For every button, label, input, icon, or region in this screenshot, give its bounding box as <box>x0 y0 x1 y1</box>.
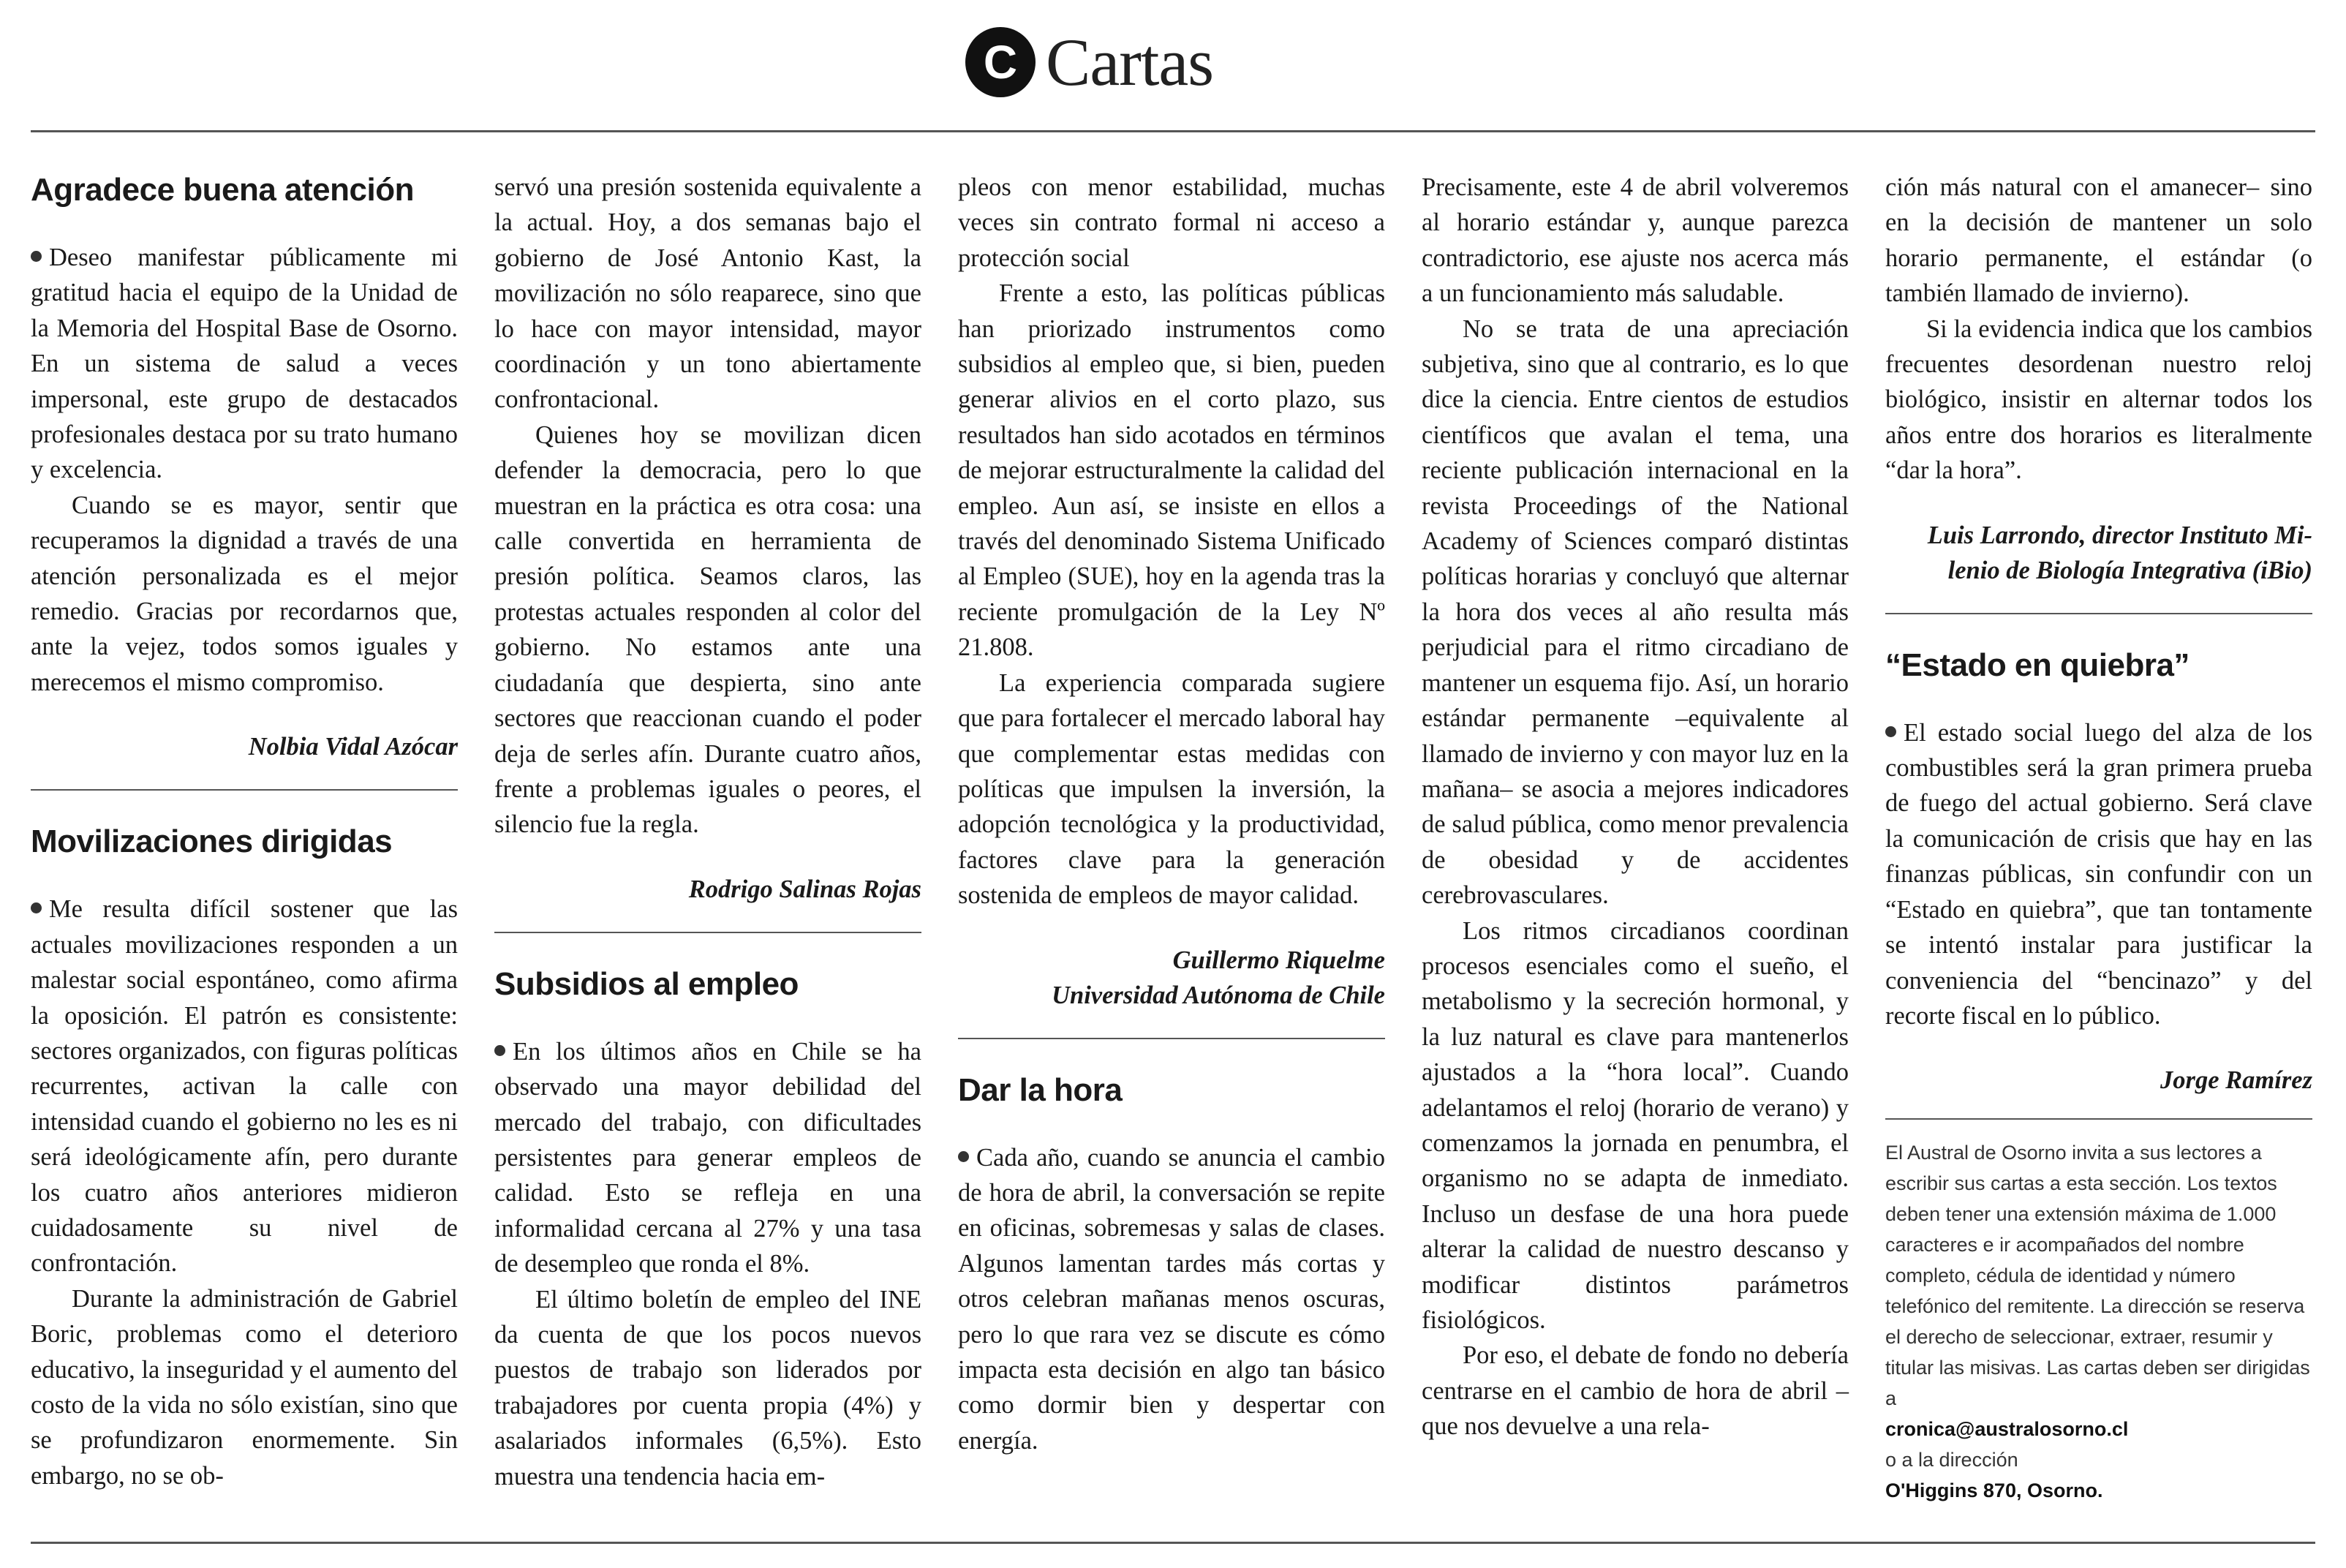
bullet-icon <box>31 251 42 262</box>
letter-signature: Rodrigo Salinas Rojas <box>688 875 921 903</box>
editor-note-text: El Austral de Osorno invita a sus lectores a escribir sus cartas a esta sección. Los textos deben tener una extensión máxima de 1.000 caracteres e ir acompañados del nombre completo, cédula de identidad y número telefónico del remitente. La dirección se reserva el derecho de seleccionar, extraer, resumir y titular las misivas. Las cartas deben ser dirigidas a <box>1885 1142 2310 1410</box>
letter-paragraph: Los ritmos circadianos coordinan procesos esenciales como el sueño, el metabolismo y la secreción hormonal, y la luz natural es clave para mantenerlos ajustados a la “hora local”. Cuando adelantamos el reloj (horario de verano) y comenzamos la jornada en penumbra, el organismo no se adapta de inmediato. Incluso un desfase de una hora puede alterar la calidad de nuestro descanso y modificar distintos parámetros fisiológicos. <box>1422 916 1849 1334</box>
letter-headline: Subsidios al empleo <box>494 965 799 1002</box>
letter-signature: Nolbia Vidal Azócar <box>248 733 458 761</box>
letter-headline: Agradece buena atención <box>31 172 414 208</box>
letter-headline: Dar la hora <box>958 1071 1123 1108</box>
letter-paragraph: Si la evidencia indica que los cambios frecuentes desordenan nuestro reloj biológico, insistir en alternar todos los años entre dos horarios es literalmente “dar la hora”. <box>1885 314 2312 485</box>
letter-paragraph: Durante la administración de Gabriel Boric, problemas como el deterioro educativo, la inseguridad y el aumento del costo de la vida no sólo existían, sino que se profundizaron enormemente. Sin embargo, no se ob- <box>31 1284 458 1490</box>
letter-paragraph: Deseo manifestar públicamente mi gratitud hacia el equipo de la Unidad de la Memoria del Hospital Base de Osorno. En un sistema de salud a veces impersonal, este grupo de destacados profesionales destaca por su trato humano y excelencia. <box>31 244 458 484</box>
editor-note <box>1885 1137 2312 1506</box>
editor-email: cronica@australosorno.cl <box>1885 1418 2129 1441</box>
signature-affiliation: Universidad Autónoma de Chile <box>1052 981 1385 1009</box>
letter-paragraph: El estado social luego del alza de los combustibles será la gran primera prueba de fuego del actual gobierno. Será clave la comunicación de crisis que hay en las finanzas públicas, sin confundir con un “Estado en quiebra”, que tan tontamente se intentó instalar para justificar la conveniencia del “bencinazo” y del recorte fiscal en lo público. <box>1885 718 2312 1030</box>
letter-divider <box>31 789 458 791</box>
signature-line: Luis Larrondo, director Instituto Mi- <box>1927 521 2312 549</box>
letter-paragraph: servó una presión sostenida equivalente a la actual. Hoy, a dos semanas bajo el gobierno de José Antonio Kast, la movilización no sólo reaparece, sino que lo hace con mayor intensidad, mayor coordinación y un tono abiertamente confrontacional. <box>494 173 921 414</box>
letter-headline: Movilizaciones dirigidas <box>31 823 393 860</box>
bullet-icon <box>1885 726 1896 737</box>
signature-line: lenio de Biología Integrativa (iBio) <box>1947 556 2312 584</box>
bottom-divider <box>31 1542 2315 1544</box>
letter-paragraph: El último boletín de empleo del INE da cuenta de que los pocos nuevos puestos de trabajo son liderados por trabajadores por cuenta propia (4%) y asalariados informales (6,5%). Esto muestra una tendencia hacia em- <box>494 1285 921 1490</box>
section-title: Cartas <box>1046 25 1214 99</box>
letter-paragraph: No se trata de una apreciación subjetiva, sino que al contrario, es lo que dice la ciencia. Entre cientos de estudios científicos que avalan el tema, una reciente publicación internacional en la revista Proceedings of the National Academy of Sciences comparó distintas políticas horarias y concluyó que alternar la hora dos veces al año resulta más perjudicial para el ritmo circadiano de mantener un esquema fijo. Así, un horario estándar permanente –equivalente al llamado de invierno y con mayor luz en la mañana– se asocia a mejores indicadores de salud pública, como menor prevalencia de obesidad y de accidentes cerebrovasculares. <box>1422 314 1849 910</box>
letter-signature <box>958 943 1385 1013</box>
column-2 <box>494 170 921 1494</box>
letter-paragraph: Por eso, el debate de fondo no debería centrarse en el cambio de hora de abril –que nos devuelve a una rela- <box>1422 1341 1849 1441</box>
letter-signature: Jorge Ramírez <box>2160 1066 2312 1095</box>
column-1 <box>31 170 458 1493</box>
section-logo-icon: C <box>965 27 1036 97</box>
top-divider <box>31 130 2315 132</box>
letter-paragraph: La experiencia comparada sugiere que para fortalecer el mercado laboral hay que complementar estas medidas con políticas que impulsen la inversión, la adopción tecnológica y la productividad, factores clave para la generación sostenida de empleos de mayor calidad. <box>958 668 1385 910</box>
letter-paragraph: pleos con menor estabilidad, muchas veces sin contrato formal ni acceso a protección social <box>958 173 1385 272</box>
editor-address: O'Higgins 870, Osorno. <box>1885 1480 2103 1502</box>
letter-headline: “Estado en quiebra” <box>1885 647 2190 683</box>
letter-divider <box>1885 613 2312 614</box>
section-masthead <box>965 22 1213 102</box>
letter-paragraph: Frente a esto, las políticas públicas han priorizado instrumentos como subsidios al empleo que, si bien, pueden generar alivios en el corto plazo, sus resultados han sido acotados en términos de mejorar estructuralmente la calidad del empleo. Aun así, se insiste en ellos a través del denominado Sistema Unificado al Empleo (SUE), hoy en la agenda tras la reciente promulgación de la Ley Nº 21.808. <box>958 279 1385 662</box>
bullet-icon <box>494 1045 505 1056</box>
column-5 <box>1885 170 2312 1506</box>
letter-paragraph: Cada año, cuando se anuncia el cambio de hora de abril, la conversación se repite en oficinas, sobremesas y salas de clases. Algunos lamentan tardes más cortas y otros celebran mañanas menos oscuras, pero lo que rara vez se discute es cómo impacta esta decisión en algo tan básico como dormir bien y despertar con energía. <box>958 1143 1385 1455</box>
letter-paragraph: Quienes hoy se movilizan dicen defender la democracia, pero lo que muestran en la práctica es otra cosa: una calle convertida en herramienta de presión política. Seamos claros, las protestas actuales responden al color del gobierno. No estamos ante una ciudadanía que despierta, sino ante sectores que reaccionan cuando el poder deja de serles afín. Durante cuatro años, frente a problemas iguales o peores, el silencio fue la regla. <box>494 421 921 839</box>
letter-paragraph: En los últimos años en Chile se ha observado una mayor debilidad del mercado del trabajo, con dificultades persistentes para generar empleos de calidad. Esto se refleja en una informalidad cercana al 27% y una tasa de desempleo que ronda el 8%. <box>494 1037 921 1278</box>
note-divider <box>1885 1118 2312 1120</box>
column-4 <box>1422 170 1849 1444</box>
letter-paragraph: Cuando se es mayor, sentir que recuperamos la dignidad a través de una atención personalizada es el mejor remedio. Gracias por recordarnos que, ante la vejez, todos somos iguales y merecemos el mismo compromiso. <box>31 491 458 696</box>
editor-note-address-intro: o a la dirección <box>1885 1449 2018 1471</box>
letter-divider <box>958 1038 1385 1039</box>
letter-paragraph: Precisamente, este 4 de abril volveremos al horario estándar y, aunque parezca contradictorio, ese ajuste nos acerca más a un funcionamiento más saludable. <box>1422 173 1849 308</box>
letter-signature <box>1885 518 2312 588</box>
letter-divider <box>494 932 921 933</box>
column-3 <box>958 170 1385 1458</box>
bullet-icon <box>31 902 42 913</box>
signature-name: Guillermo Riquelme <box>1172 946 1385 974</box>
bullet-icon <box>958 1151 969 1162</box>
letter-paragraph: ción más natural con el amanecer– sino en la decisión de mantener un solo horario permanente, el estándar (o también llamado de invierno). <box>1885 173 2312 308</box>
letter-paragraph: Me resulta difícil sostener que las actuales movilizaciones responden a un malestar social espontáneo, como afirma la oposición. El patrón es consistente: sectores organizados, con figuras políticas recurrentes, activan la calle con intensidad cuando el gobierno no les es ni será ideológicamente afín, pero durante los cuatro años anteriores midieron cuidadosamente su nivel de confrontación. <box>31 895 458 1278</box>
